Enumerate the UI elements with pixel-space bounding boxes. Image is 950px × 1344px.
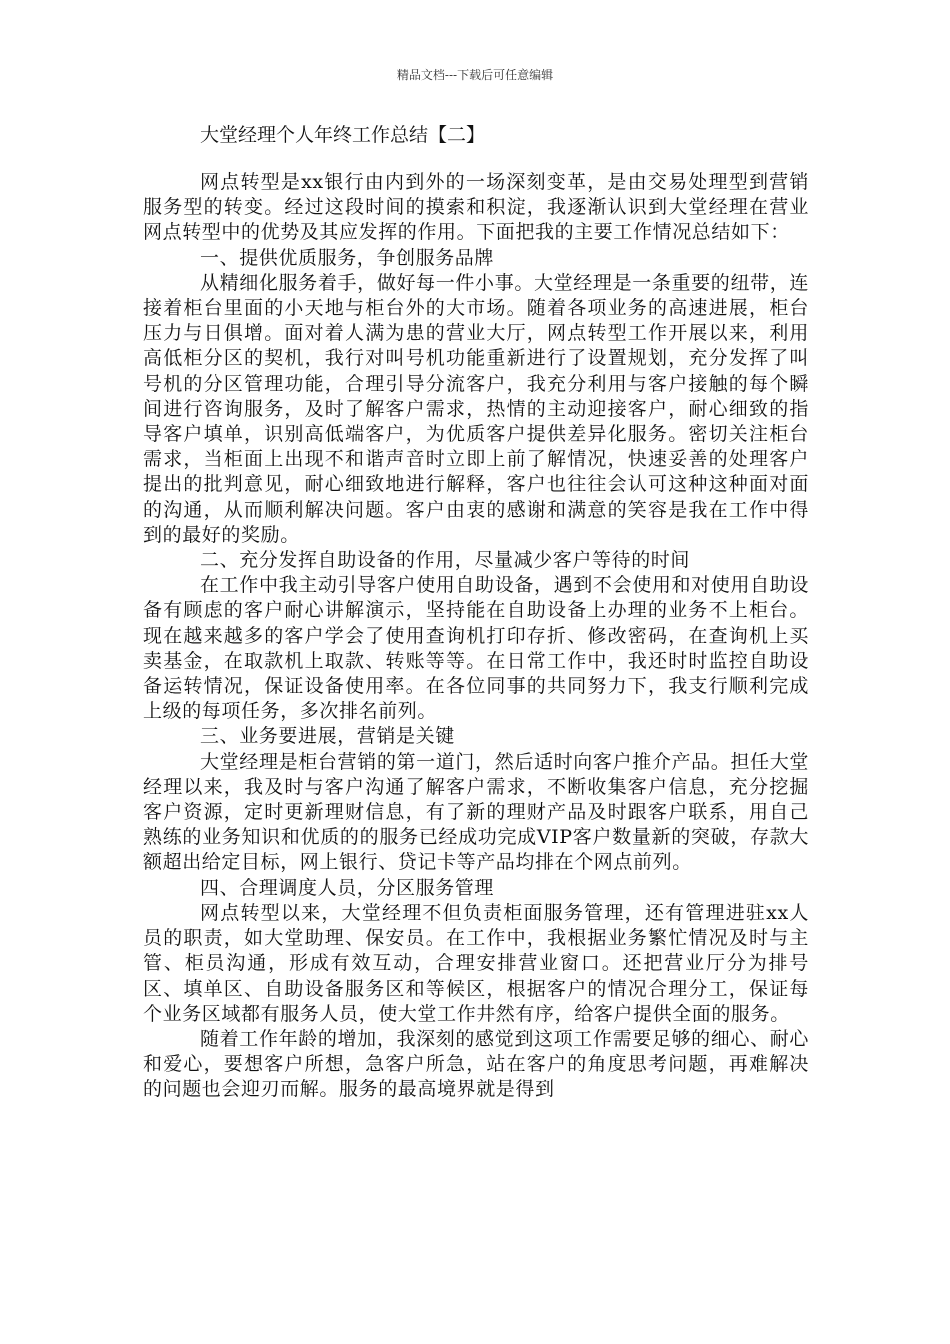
section-paragraph-2: 在工作中我主动引导客户使用自助设备，遇到不会使用和对使用自助设备有顾虑的客户耐心讲解演示，坚持能在自助设备上办理的业务不上柜台。现在越来越多的客户学会了使用查询机打印存折、修改密码，在查询机上买卖基金，在取款机上取款、转账等等。在日常工作中，我还时时监控自助设备运转情况，保证设备使用率。在各位同事的共同努力下，我支行顺利完成上级的每项任务，多次排名前列。 [143, 574, 809, 723]
section-heading-4: 四、合理调度人员，分区服务管理 [200, 876, 495, 899]
section-heading-3: 三、业务要进展，营销是关键 [200, 725, 455, 748]
body-text [143, 170, 809, 1103]
section-heading-1: 一、提供优质服务，争创服务品牌 [200, 246, 495, 269]
intro-paragraph: 网点转型是xx银行由内到外的一场深刻变革，是由交易处理型到营销服务型的转变。经过这段时间的摸索和积淀，我逐渐认识到大堂经理在营业网点转型中的优势及其应发挥的作用。下面把我的主要工作情况总结如下： [143, 171, 809, 244]
closing-paragraph: 随着工作年龄的增加，我深刻的感觉到这项工作需要足够的细心、耐心和爱心，要想客户所想，急客户所急，站在客户的角度思考问题，再难解决的问题也会迎刃而解。服务的最高境界就是得到 [143, 1027, 809, 1101]
document-title: 大堂经理个人年终工作总结【二】 [200, 124, 486, 146]
document-body [143, 117, 809, 1103]
header-note: 精品文档---下载后可任意编辑 [396, 68, 554, 82]
section-heading-2: 二、充分发挥自助设备的作用，尽量减少客户等待的时间 [200, 549, 691, 572]
section-paragraph-4: 网点转型以来，大堂经理不但负责柜面服务管理，还有管理进驻xx人员的职责，如大堂助理、保安员。在工作中，我根据业务繁忙情况及时与主管、柜员沟通，形成有效互动，合理安排营业窗口。还把营业厅分为排号区、填单区、自助设备服务区和等候区，根据客户的情况合理分工，保证每个业务区域都有服务人员，使大堂工作井然有序，给客户提供全面的服务。 [143, 901, 809, 1025]
section-paragraph-3: 大堂经理是柜台营销的第一道门，然后适时向客户推介产品。担任大堂经理以来，我及时与客户沟通了解客户需求，不断收集客户信息，充分挖掘客户资源，定时更新理财信息，有了新的理财产品及时跟客户联系，用自己熟练的业务知识和优质的的服务已经成功完成VIP客户数量新的突破，存款大额超出给定目标，网上银行、贷记卡等产品均排在个网点前列。 [143, 750, 809, 874]
section-paragraph-1: 从精细化服务着手，做好每一件小事。大堂经理是一条重要的纽带，连接着柜台里面的小天地与柜台外的大市场。随着各项业务的高速进展，柜台压力与日俱增。面对着人满为患的营业大厅，网点转型工作开展以来，利用高低柜分区的契机，我行对叫号机功能重新进行了设置规划，充分发挥了叫号机的分区管理功能，合理引导分流客户，我充分利用与客户接触的每个瞬间进行咨询服务，及时了解客户需求，热情的主动迎接客户，耐心细致的指导客户填单，识别高低端客户，为优质客户提供差异化服务。密切关注柜台需求，当柜面上出现不和谐声音时立即上前了解情况，快速妥善的处理客户提出的批判意见，耐心细致地进行解释，客户也往往会认可这种这种面对面的沟通，从而顺利解决问题。客户由衷的感谢和满意的笑容是我在工作中得到的最好的奖励。 [143, 271, 809, 546]
